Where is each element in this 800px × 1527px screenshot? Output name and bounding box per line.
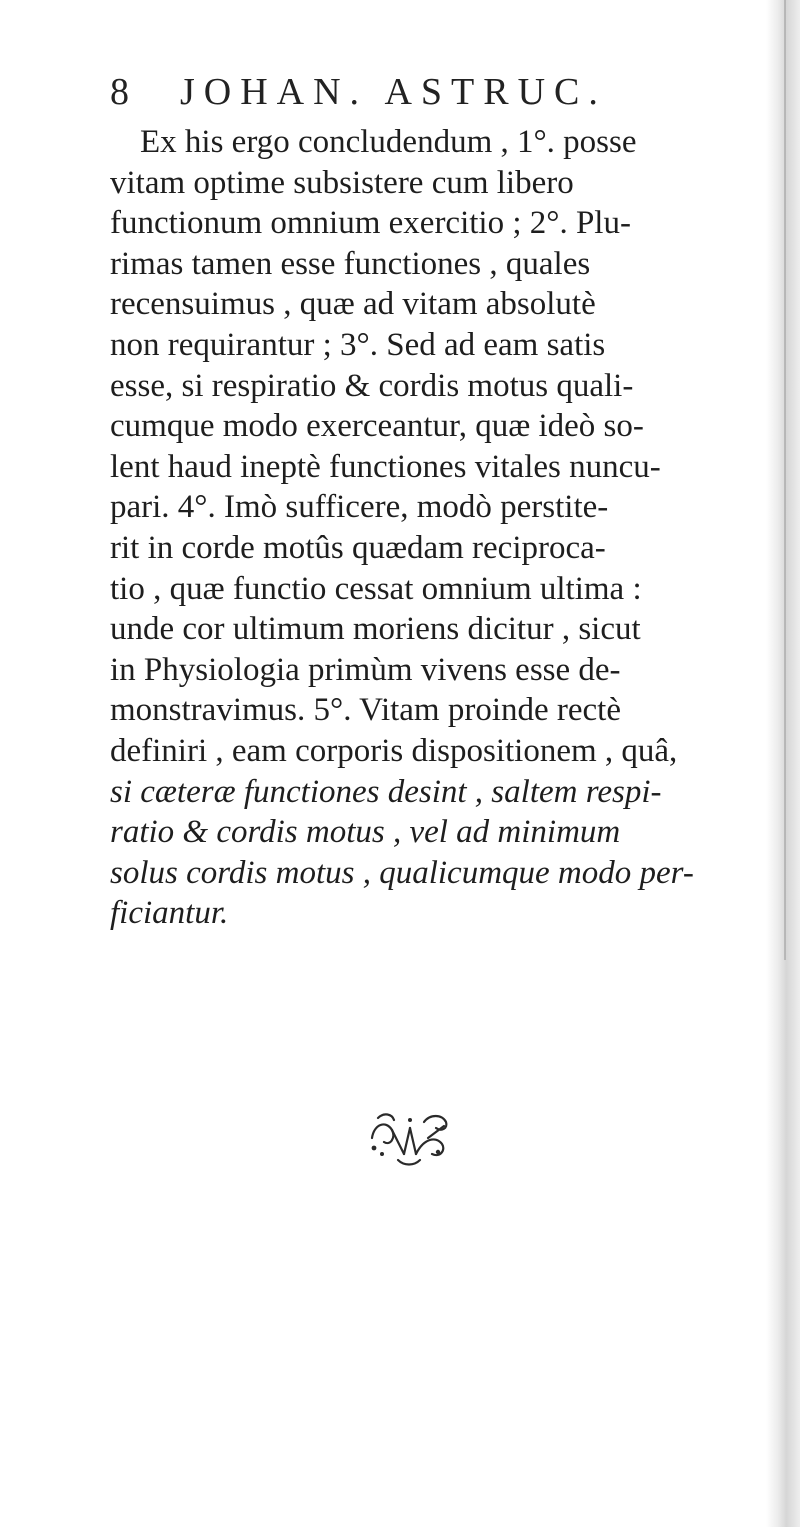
text-line: lent haud ineptè functiones vitales nuncu- <box>110 448 661 485</box>
text-line: Ex his ergo concludendum , 1°. posse <box>140 124 637 160</box>
text-line: esse, si respiratio & cordis motus quali- <box>110 367 634 404</box>
text-line: unde cor ultimum moriens dicitur , sicut <box>110 611 641 648</box>
printers-fleuron-icon <box>364 1108 452 1168</box>
text-line: ficiantur. <box>110 895 229 932</box>
text-line: cumque modo exerceantur, quæ ideò so- <box>110 408 644 445</box>
running-head <box>110 70 607 114</box>
text-line: recensuimus , quæ ad vitam absolutè <box>110 286 596 323</box>
text-line: tio , quæ functio cessat omnium ultima : <box>110 570 642 607</box>
text-line: solus cordis motus , qualicumque modo per- <box>110 854 694 891</box>
page-number: 8 <box>110 71 130 113</box>
text-line: in Physiologia primùm vivens esse de- <box>110 651 621 688</box>
text-line: pari. 4°. Imò sufficere, modò perstite- <box>110 489 609 526</box>
text-line: non requirantur ; 3°. Sed ad eam satis <box>110 326 606 363</box>
text-line: definiri , eam corporis dispositionem , quâ, <box>110 732 678 769</box>
text-line: rimas tamen esse functiones , quales <box>110 245 591 282</box>
text-line: rit in corde motûs quædam reciproca- <box>110 529 606 566</box>
paragraph <box>110 122 800 934</box>
text-line: vitam optime subsistere cum libero <box>110 164 574 201</box>
text-line: si cæteræ functiones desint , saltem respi- <box>110 773 662 810</box>
text-line: monstravimus. 5°. Vitam proinde rectè <box>110 692 622 729</box>
text-line: functionum omnium exercitio ; 2°. Plu- <box>110 205 631 242</box>
author-name: JOHAN. ASTRUC. <box>180 71 607 113</box>
text-line: ratio & cordis motus , vel ad minimum <box>110 814 621 851</box>
